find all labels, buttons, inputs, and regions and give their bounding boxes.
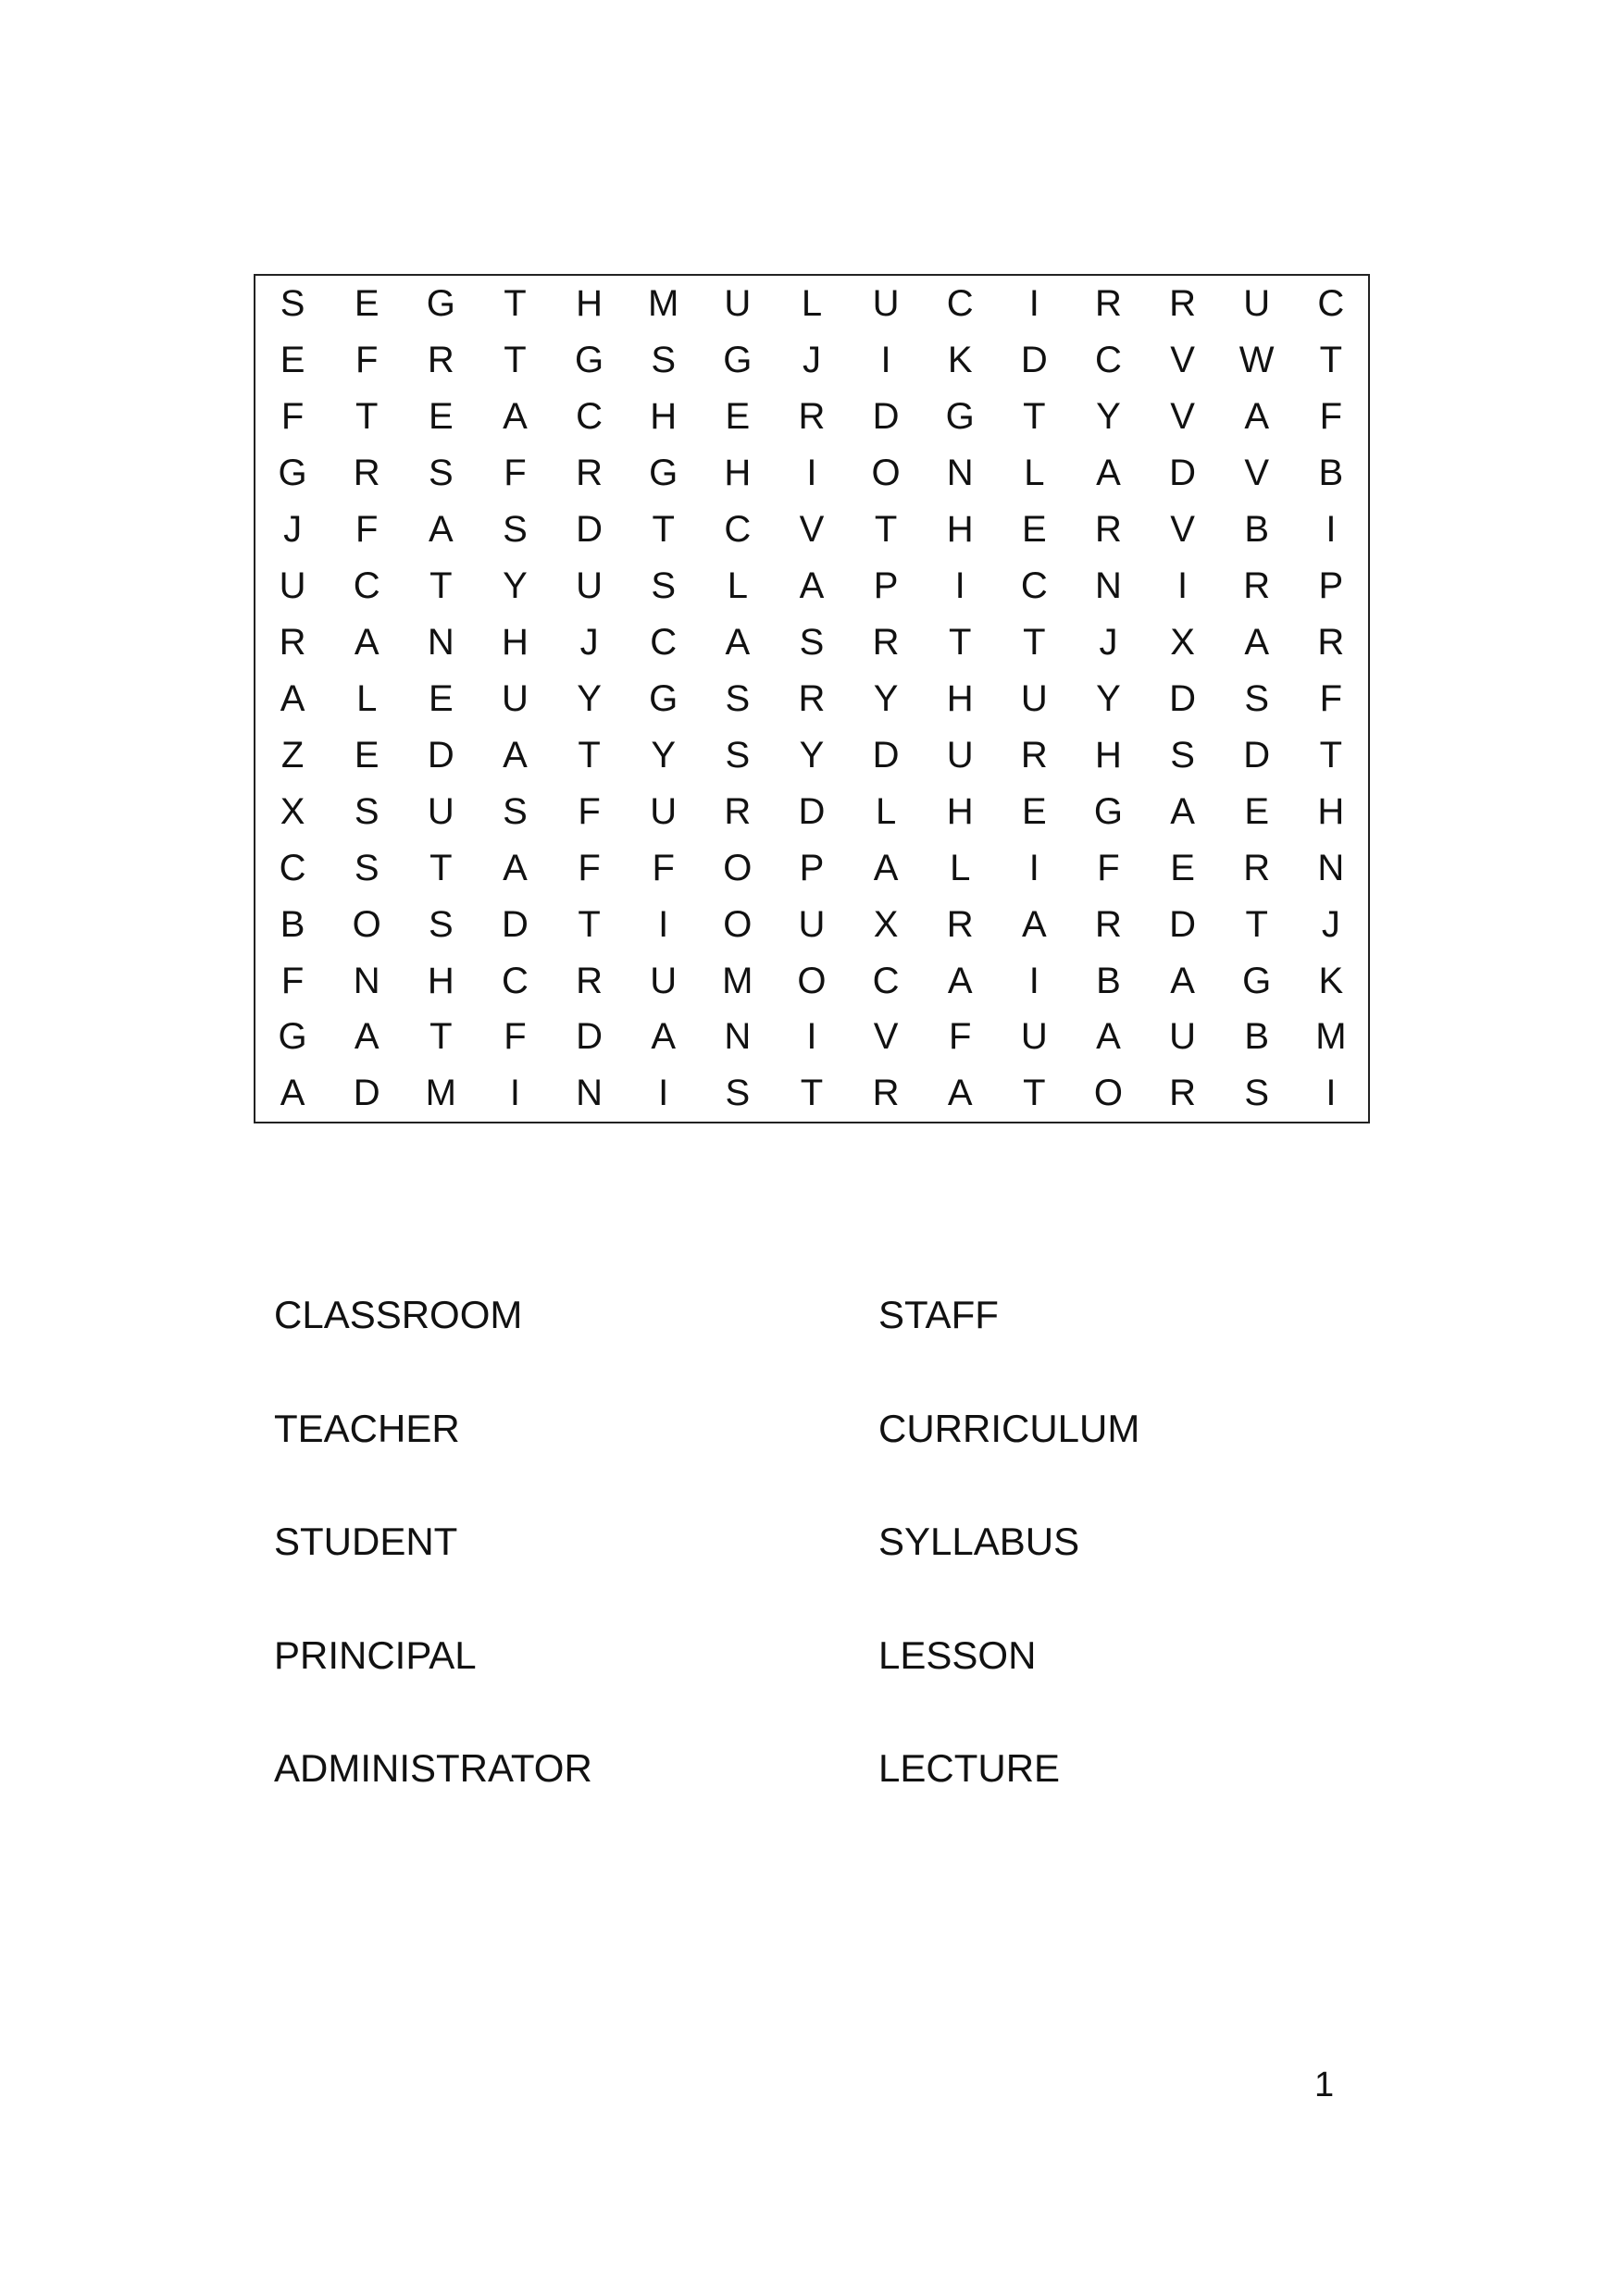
grid-letter: R <box>872 1073 900 1114</box>
grid-letter: B <box>1318 453 1344 494</box>
grid-letter: R <box>724 790 752 832</box>
grid-letter: F <box>1319 396 1343 438</box>
grid-letter: A <box>354 621 380 663</box>
letter-table <box>255 276 1368 1122</box>
grid-row <box>255 1009 1368 1065</box>
grid-letter: J <box>802 340 821 381</box>
grid-letter: R <box>1094 283 1122 325</box>
grid-letter: T <box>948 621 972 663</box>
word-item: CURRICULUM <box>878 1406 1140 1450</box>
grid-letter: A <box>1170 960 1195 1001</box>
grid-letter: A <box>428 509 454 551</box>
grid-row <box>255 276 1368 332</box>
grid-letter: U <box>798 903 826 945</box>
grid-letter: W <box>1238 340 1275 381</box>
grid-letter: M <box>648 283 679 325</box>
grid-letter: D <box>1243 734 1271 776</box>
grid-letter: R <box>798 396 826 438</box>
grid-letter: R <box>1020 734 1048 776</box>
grid-letter: J <box>579 621 599 663</box>
grid-letter: C <box>650 621 678 663</box>
grid-letter: T <box>504 340 527 381</box>
grid-letter: P <box>873 565 899 607</box>
grid-letter: R <box>1094 509 1122 551</box>
grid-letter: A <box>1170 790 1195 832</box>
grid-letter: A <box>1244 621 1270 663</box>
grid-row <box>255 445 1368 502</box>
grid-letter: I <box>1028 847 1039 888</box>
grid-letter: Y <box>1096 396 1121 438</box>
grid-letter: I <box>509 1073 520 1114</box>
grid-letter: T <box>504 283 527 325</box>
grid-letter: U <box>872 283 900 325</box>
grid-letter: A <box>799 565 825 607</box>
grid-letter: F <box>652 847 675 888</box>
grid-letter: T <box>1023 396 1046 438</box>
grid-letter: N <box>576 1073 603 1114</box>
grid-letter: D <box>872 396 900 438</box>
grid-letter: L <box>1024 453 1045 494</box>
grid-letter: H <box>501 621 529 663</box>
grid-letter: Y <box>577 677 602 719</box>
letter-table-body <box>255 276 1368 1122</box>
grid-letter: N <box>1094 565 1122 607</box>
grid-letter: U <box>1169 1016 1196 1058</box>
grid-letter: J <box>283 509 303 551</box>
grid-letter: S <box>1244 1073 1270 1114</box>
grid-letter: F <box>280 960 305 1001</box>
grid-letter: C <box>1020 565 1048 607</box>
grid-letter: D <box>1169 453 1196 494</box>
grid-letter: S <box>428 453 454 494</box>
grid-letter: U <box>650 790 678 832</box>
grid-letter: U <box>427 790 454 832</box>
grid-row <box>255 839 1368 896</box>
grid-letter: Y <box>799 734 825 776</box>
grid-row <box>255 558 1368 614</box>
grid-letter: S <box>1170 734 1195 776</box>
grid-letter: V <box>799 509 825 551</box>
grid-letter: I <box>658 903 669 945</box>
grid-letter: F <box>355 340 379 381</box>
grid-letter: S <box>651 340 677 381</box>
grid-letter: T <box>1245 903 1268 945</box>
grid-row <box>255 726 1368 783</box>
grid-letter: T <box>429 1016 453 1058</box>
grid-letter: I <box>1326 1073 1337 1114</box>
grid-letter: U <box>576 565 603 607</box>
grid-letter: R <box>1243 847 1271 888</box>
grid-letter: T <box>1319 734 1343 776</box>
grid-letter: A <box>1021 903 1047 945</box>
grid-letter: A <box>280 1073 305 1114</box>
grid-letter: G <box>278 453 307 494</box>
grid-letter: H <box>946 509 974 551</box>
grid-letter: P <box>1318 565 1344 607</box>
grid-letter: R <box>1169 283 1196 325</box>
grid-letter: U <box>279 565 306 607</box>
grid-letter: G <box>649 453 678 494</box>
grid-letter: A <box>725 621 751 663</box>
grid-letter: R <box>427 340 454 381</box>
grid-letter: E <box>725 396 751 438</box>
grid-letter: T <box>874 509 898 551</box>
grid-letter: H <box>1094 734 1122 776</box>
grid-letter: F <box>948 1016 972 1058</box>
grid-letter: A <box>947 1073 973 1114</box>
grid-letter: I <box>880 340 891 381</box>
grid-letter: L <box>356 677 378 719</box>
grid-letter: R <box>798 677 826 719</box>
grid-letter: A <box>503 847 528 888</box>
grid-letter: H <box>946 790 974 832</box>
grid-letter: I <box>658 1073 669 1114</box>
grid-letter: L <box>875 790 897 832</box>
grid-letter: X <box>1170 621 1195 663</box>
grid-letter: H <box>1317 790 1345 832</box>
grid-letter: I <box>1028 960 1039 1001</box>
grid-row <box>255 332 1368 389</box>
grid-letter: S <box>1244 677 1270 719</box>
grid-letter: S <box>280 283 305 325</box>
grid-letter: N <box>724 1016 752 1058</box>
word-item: SYLLABUS <box>878 1520 1080 1563</box>
word-item: STUDENT <box>274 1520 458 1563</box>
grid-letter: O <box>797 960 827 1001</box>
grid-letter: T <box>1023 621 1046 663</box>
grid-letter: U <box>1243 283 1271 325</box>
grid-letter: F <box>1097 847 1120 888</box>
grid-letter: G <box>1242 960 1272 1001</box>
grid-letter: U <box>946 734 974 776</box>
grid-letter: D <box>501 903 529 945</box>
grid-letter: E <box>1170 847 1195 888</box>
grid-letter: X <box>280 790 305 832</box>
grid-letter: Y <box>1096 677 1121 719</box>
grid-letter: C <box>501 960 529 1001</box>
grid-letter: V <box>1170 396 1195 438</box>
grid-letter: A <box>503 734 528 776</box>
grid-letter: C <box>872 960 900 1001</box>
word-item: LECTURE <box>878 1746 1061 1790</box>
grid-row <box>255 1065 1368 1122</box>
grid-letter: S <box>725 734 751 776</box>
grid-letter: N <box>353 960 380 1001</box>
grid-letter: R <box>1317 621 1345 663</box>
grid-letter: A <box>503 396 528 438</box>
grid-letter: S <box>503 509 528 551</box>
grid-row <box>255 783 1368 839</box>
grid-letter: E <box>354 283 380 325</box>
grid-letter: G <box>575 340 604 381</box>
grid-letter: O <box>723 847 753 888</box>
grid-letter: B <box>1244 1016 1270 1058</box>
grid-letter: R <box>872 621 900 663</box>
grid-letter: A <box>873 847 899 888</box>
grid-letter: P <box>799 847 825 888</box>
grid-letter: F <box>355 509 379 551</box>
word-item: ADMINISTRATOR <box>274 1746 592 1790</box>
grid-letter: N <box>427 621 454 663</box>
grid-letter: T <box>652 509 675 551</box>
grid-letter: K <box>947 340 973 381</box>
grid-letter: R <box>1243 565 1271 607</box>
grid-letter: Z <box>280 734 305 776</box>
grid-letter: D <box>1020 340 1048 381</box>
word-search-grid <box>254 274 1370 1123</box>
grid-letter: T <box>429 565 453 607</box>
grid-letter: G <box>278 1016 307 1058</box>
word-item: CLASSROOM <box>274 1293 523 1336</box>
grid-letter: M <box>425 1073 456 1114</box>
grid-letter: E <box>1244 790 1270 832</box>
word-item: PRINCIPAL <box>274 1632 477 1677</box>
grid-row <box>255 670 1368 726</box>
grid-letter: B <box>1096 960 1121 1001</box>
grid-letter: D <box>1169 677 1196 719</box>
grid-letter: A <box>1244 396 1270 438</box>
grid-letter: Y <box>503 565 528 607</box>
grid-letter: F <box>504 1016 527 1058</box>
grid-letter: F <box>504 453 527 494</box>
grid-letter: M <box>1315 1016 1347 1058</box>
grid-letter: I <box>1177 565 1189 607</box>
grid-letter: E <box>428 396 454 438</box>
grid-row <box>255 952 1368 1009</box>
grid-letter: T <box>800 1073 824 1114</box>
grid-letter: A <box>947 960 973 1001</box>
grid-letter: C <box>576 396 603 438</box>
grid-letter: R <box>946 903 974 945</box>
grid-letter: V <box>1244 453 1270 494</box>
grid-letter: F <box>578 847 601 888</box>
word-item: STAFF <box>878 1293 999 1336</box>
grid-letter: H <box>650 396 678 438</box>
page-number: 1 <box>1314 2066 1335 2104</box>
grid-letter: L <box>801 283 823 325</box>
grid-letter: Y <box>873 677 899 719</box>
grid-letter: B <box>280 903 305 945</box>
grid-letter: U <box>650 960 678 1001</box>
grid-letter: J <box>1321 903 1340 945</box>
grid-letter: D <box>576 1016 603 1058</box>
grid-letter: G <box>723 340 753 381</box>
grid-letter: I <box>954 565 965 607</box>
grid-letter: E <box>428 677 454 719</box>
grid-letter: D <box>427 734 454 776</box>
grid-letter: S <box>503 790 528 832</box>
grid-letter: T <box>1319 340 1343 381</box>
grid-row <box>255 389 1368 445</box>
grid-letter: R <box>353 453 380 494</box>
grid-letter: A <box>1096 1016 1121 1058</box>
grid-letter: R <box>1094 903 1122 945</box>
grid-letter: M <box>722 960 753 1001</box>
grid-letter: A <box>280 677 305 719</box>
grid-letter: T <box>578 734 601 776</box>
grid-letter: C <box>353 565 380 607</box>
grid-letter: G <box>649 677 678 719</box>
grid-letter: C <box>724 509 752 551</box>
grid-letter: K <box>1318 960 1344 1001</box>
grid-row <box>255 502 1368 558</box>
grid-letter: I <box>806 453 817 494</box>
grid-letter: D <box>798 790 826 832</box>
grid-letter: O <box>352 903 381 945</box>
grid-letter: I <box>806 1016 817 1058</box>
grid-letter: H <box>724 453 752 494</box>
grid-letter: A <box>1096 453 1121 494</box>
grid-row <box>255 614 1368 671</box>
grid-letter: U <box>1020 677 1048 719</box>
grid-letter: C <box>946 283 974 325</box>
grid-letter: Y <box>651 734 677 776</box>
grid-letter: A <box>354 1016 380 1058</box>
grid-letter: L <box>950 847 971 888</box>
grid-letter: T <box>578 903 601 945</box>
grid-letter: X <box>873 903 899 945</box>
grid-letter: F <box>1319 677 1343 719</box>
grid-letter: E <box>354 734 380 776</box>
grid-letter: S <box>725 1073 751 1114</box>
grid-letter: F <box>280 396 305 438</box>
grid-letter: G <box>1093 790 1123 832</box>
grid-letter: S <box>725 677 751 719</box>
grid-letter: S <box>428 903 454 945</box>
grid-letter: J <box>1099 621 1118 663</box>
grid-letter: I <box>1326 509 1337 551</box>
word-item: LESSON <box>878 1632 1037 1677</box>
grid-letter: O <box>1093 1073 1123 1114</box>
grid-letter: L <box>727 565 748 607</box>
grid-letter: H <box>427 960 454 1001</box>
grid-letter: O <box>871 453 901 494</box>
grid-letter: F <box>578 790 601 832</box>
grid-letter: A <box>651 1016 677 1058</box>
grid-letter: D <box>353 1073 380 1114</box>
grid-letter: N <box>1317 847 1345 888</box>
grid-letter: T <box>1023 1073 1046 1114</box>
grid-letter: E <box>1021 790 1047 832</box>
grid-row <box>255 896 1368 952</box>
grid-letter: V <box>1170 509 1195 551</box>
grid-letter: B <box>1244 509 1270 551</box>
grid-letter: N <box>946 453 974 494</box>
grid-letter: S <box>651 565 677 607</box>
grid-letter: H <box>576 283 603 325</box>
grid-letter: D <box>872 734 900 776</box>
grid-letter: I <box>1028 283 1039 325</box>
word-list-right <box>878 1293 1140 1863</box>
grid-letter: H <box>946 677 974 719</box>
grid-letter: R <box>279 621 306 663</box>
grid-letter: V <box>1170 340 1195 381</box>
grid-letter: T <box>355 396 379 438</box>
grid-letter: C <box>279 847 306 888</box>
grid-letter: D <box>576 509 603 551</box>
grid-letter: V <box>873 1016 899 1058</box>
grid-letter: U <box>1020 1016 1048 1058</box>
grid-letter: O <box>723 903 753 945</box>
grid-letter: E <box>1021 509 1047 551</box>
grid-letter: R <box>576 453 603 494</box>
grid-letter: C <box>1094 340 1122 381</box>
grid-letter: S <box>799 621 825 663</box>
grid-letter: S <box>354 790 380 832</box>
grid-letter: S <box>354 847 380 888</box>
grid-letter: R <box>576 960 603 1001</box>
grid-letter: U <box>501 677 529 719</box>
grid-letter: D <box>1169 903 1196 945</box>
grid-letter: T <box>429 847 453 888</box>
grid-letter: G <box>426 283 455 325</box>
grid-letter: C <box>1317 283 1345 325</box>
grid-letter: R <box>1169 1073 1196 1114</box>
grid-letter: E <box>280 340 305 381</box>
word-item: TEACHER <box>274 1406 460 1450</box>
word-list-left <box>274 1293 592 1863</box>
grid-letter: U <box>724 283 752 325</box>
grid-letter: G <box>945 396 975 438</box>
